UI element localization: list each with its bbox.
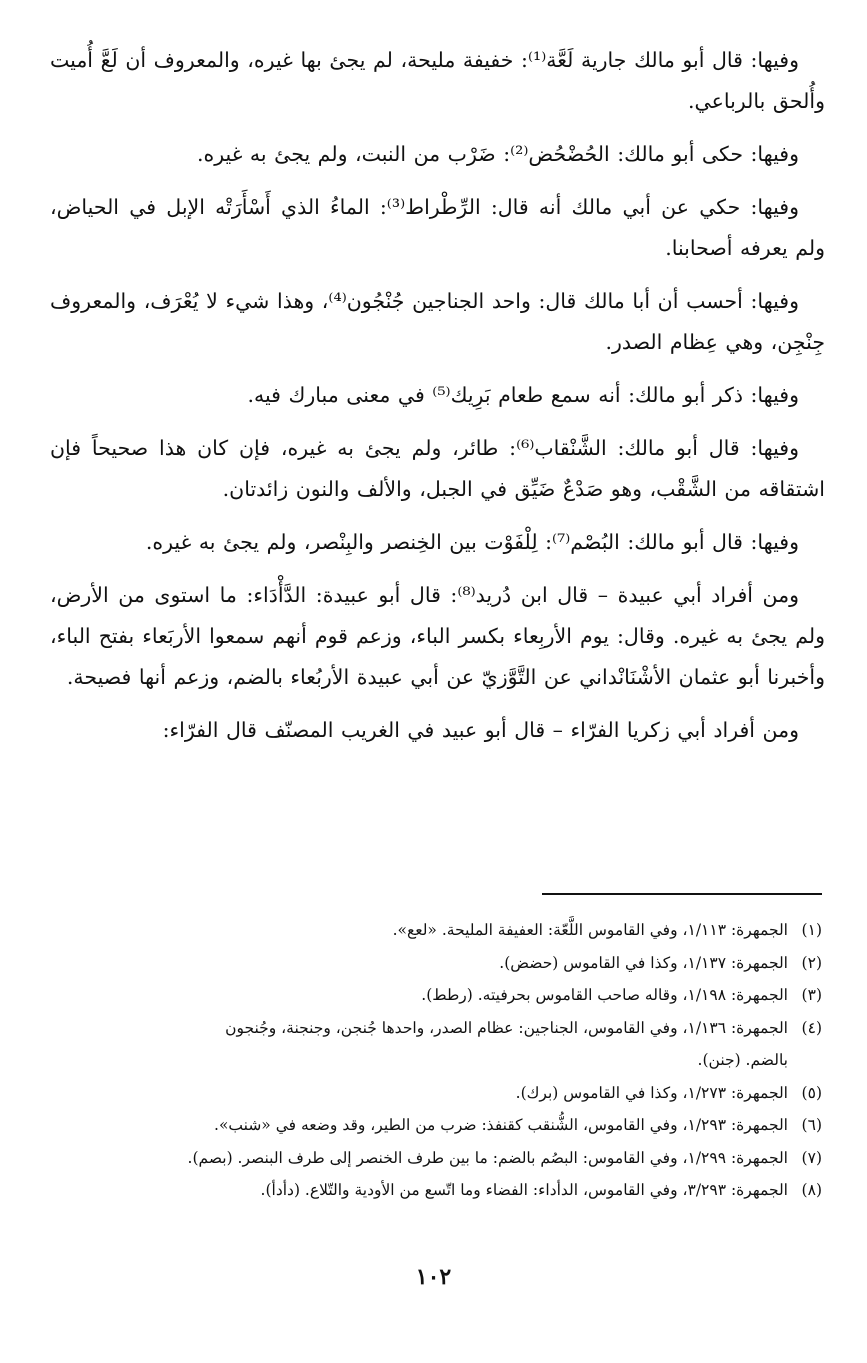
page-number: ١٠٢: [415, 1264, 452, 1290]
paragraph-3: وفيها: حكي عن أبي مالك أنه قال: الرِّطْراط⁽³⁾: الماءُ الذي أَسْأَرَتْه الإبل في الحياض، ولم يعرفه أصحابنا.: [50, 195, 825, 260]
footnotes: [50, 914, 822, 1207]
paragraph-6: وفيها: قال أبو مالك: الشَّنْقاب⁽⁶⁾: طائر، ولم يجئ به غيره، فإن كان هذا صحيحاً فإن اشتقاقه من الشَّقْب، وهو صَدْعٌ ضَيِّق في الجبل، والألف والنون زائدتان.: [50, 436, 825, 501]
main-text: [50, 40, 825, 751]
paragraph-2: وفيها: حكى أبو مالك: الحُضْحُض⁽²⁾: ضَرْب من النبت، ولم يجئ به غيره.: [196, 142, 799, 166]
footnote-7: (٧)الجمهرة: ١/٢٩٩، وفي القاموس: البصُم بالضم: ما بين طرف الخنصر إلى طرف البنصر. (بصم).: [187, 1148, 822, 1167]
footnote-5: (٥)الجمهرة: ١/٢٧٣، وكذا في القاموس (برك).: [515, 1083, 822, 1102]
paragraph-5: وفيها: ذكر أبو مالك: أنه سمع طعام بَرِيك⁽⁵⁾ في معنى مبارك فيه.: [247, 383, 799, 407]
footnote-4: (٤)الجمهرة: ١/١٣٦، وفي القاموس، الجناجين: عظام الصدر، واحدها جُنجن، وجنجنة، وجُنجون بالضم. (جنن).: [225, 1018, 822, 1069]
footnote-separator: [542, 893, 822, 895]
footnote-2: (٢)الجمهرة: ١/١٣٧، وكذا في القاموس (حضض).: [499, 953, 822, 972]
footnote-3: (٣)الجمهرة: ١/١٩٨، وقاله صاحب القاموس بحرفيته. (رطط).: [421, 986, 822, 1004]
paragraph-9: ومن أفراد أبي زكريا الفرّاء – قال أبو عبيد في الغريب المصنّف قال الفرّاء:: [162, 718, 799, 742]
footnote-1: (١)الجمهرة: ١/١١٣، وفي القاموس اللَّعّة: العفيفة المليحة. «لعع».: [392, 921, 822, 939]
paragraph-4: وفيها: أحسب أن أبا مالك قال: واحد الجناجين جُنْجُون⁽⁴⁾، وهذا شيء لا يُعْرَف، والمعروف جِنْجِن، وهي عِظام الصدر.: [50, 289, 825, 354]
paragraph-7: وفيها: قال أبو مالك: البُصْم⁽⁷⁾: لِلْفَوْت بين الخِنصر والبِنْصر، ولم يجئ به غيره.: [145, 530, 799, 554]
paragraph-8: ومن أفراد أبي عبيدة – قال ابن دُريد⁽⁸⁾: قال أبو عبيدة: الدَّأْدَاء: ما استوى من الأرض، ولم يجئ به غيره. وقال: يوم الأربِعاء بكسر الباء، وزعم قوم أنهم سمعوا الأربَعاء بفتح الباء، وأخبرنا أبو عثمان الأشْنَانْداني عن التَّوَّزيّ عن أبي عبيدة الأربُعاء بالضم، وزعم أنها فصيحة.: [50, 583, 825, 689]
paragraph-1: وفيها: قال أبو مالك جارية لَعَّة⁽¹⁾: خفيفة مليحة، لم يجئ بها غيره، والمعروف أن لَعَّ أُميت وأُلحق بالرباعي.: [50, 48, 825, 113]
footnote-8: (٨)الجمهرة: ٣/٢٩٣، وفي القاموس، الدأداء: الفضاء وما اتّسع من الأودية والتّلاع. (دأدأ).: [260, 1181, 822, 1199]
footnote-6: (٦)الجمهرة: ١/٢٩٣، وفي القاموس، الشُّنقب كقنفذ: ضرب من الطير، وقد وضعه في «شنب».: [214, 1116, 822, 1134]
